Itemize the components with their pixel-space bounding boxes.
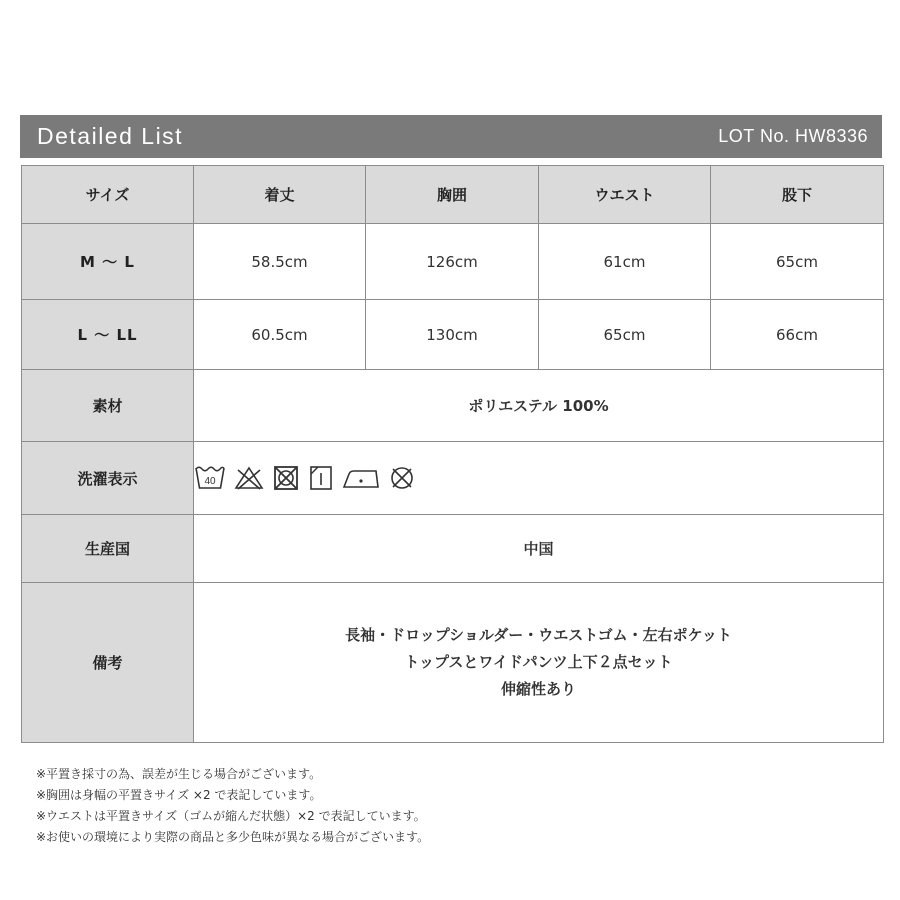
- origin-label: 生産国: [22, 515, 194, 583]
- cell-chest: 126cm: [366, 224, 539, 300]
- care-icons-cell: [194, 442, 884, 515]
- table-row: [22, 224, 884, 300]
- cell-chest: 130cm: [366, 300, 539, 370]
- size-label: M ～ L: [22, 224, 194, 300]
- remarks-line: 長袖・ドロップショルダー・ウエストゴム・左右ポケット: [345, 626, 732, 644]
- origin-value: 中国: [194, 515, 884, 583]
- origin-row: [22, 515, 884, 583]
- material-row: [22, 370, 884, 442]
- column-header-chest: 胸囲: [366, 166, 539, 224]
- no-bleach-icon: [234, 465, 264, 491]
- no-tumble-dry-icon: [272, 465, 300, 491]
- cell-waist: 61cm: [539, 224, 711, 300]
- care-icons: [194, 464, 883, 492]
- iron-low-icon: [342, 465, 380, 491]
- remarks-label: 備考: [22, 583, 194, 743]
- cell-length: 60.5cm: [194, 300, 366, 370]
- no-dry-clean-icon: [388, 465, 416, 491]
- care-label: 洗濯表示: [22, 442, 194, 515]
- spec-table: [21, 165, 884, 743]
- material-label: 素材: [22, 370, 194, 442]
- care-row: [22, 442, 884, 515]
- cell-length: 58.5cm: [194, 224, 366, 300]
- header-title: Detailed List: [37, 123, 184, 149]
- table-row: [22, 300, 884, 370]
- lot-number: LOT No. HW8336: [718, 126, 868, 146]
- remarks-row: [22, 583, 884, 743]
- footnote: ※胸囲は身幅の平置きサイズ ×2 で表記しています。: [36, 788, 322, 802]
- drip-dry-icon: [308, 465, 334, 491]
- footnote: ※ウエストは平置きサイズ（ゴムが縮んだ状態）×2 で表記しています。: [36, 809, 426, 823]
- cell-inseam: 65cm: [711, 224, 884, 300]
- column-header-waist: ウエスト: [539, 166, 711, 224]
- size-label: L ～ LL: [22, 300, 194, 370]
- footnote: ※平置き採寸の為、誤差が生じる場合がございます。: [36, 767, 322, 781]
- remarks-line: 伸縮性あり: [500, 680, 576, 698]
- column-header-inseam: 股下: [711, 166, 884, 224]
- remarks-line: トップスとワイドパンツ上下２点セット: [404, 653, 673, 671]
- remarks-cell: [194, 583, 884, 743]
- column-header-length: 着丈: [194, 166, 366, 224]
- table-header-row: [22, 166, 884, 224]
- wash-temp: 40: [204, 476, 216, 487]
- footnote: ※お使いの環境により実際の商品と多少色味が異なる場合がございます。: [36, 830, 430, 844]
- remarks-text: [194, 622, 883, 703]
- cell-waist: 65cm: [539, 300, 711, 370]
- footnotes: [36, 764, 429, 848]
- material-value: ポリエステル 100%: [194, 370, 884, 442]
- list-header: [20, 115, 882, 158]
- column-header-size: サイズ: [22, 166, 194, 224]
- wash-tub-40-icon: [194, 464, 226, 492]
- cell-inseam: 66cm: [711, 300, 884, 370]
